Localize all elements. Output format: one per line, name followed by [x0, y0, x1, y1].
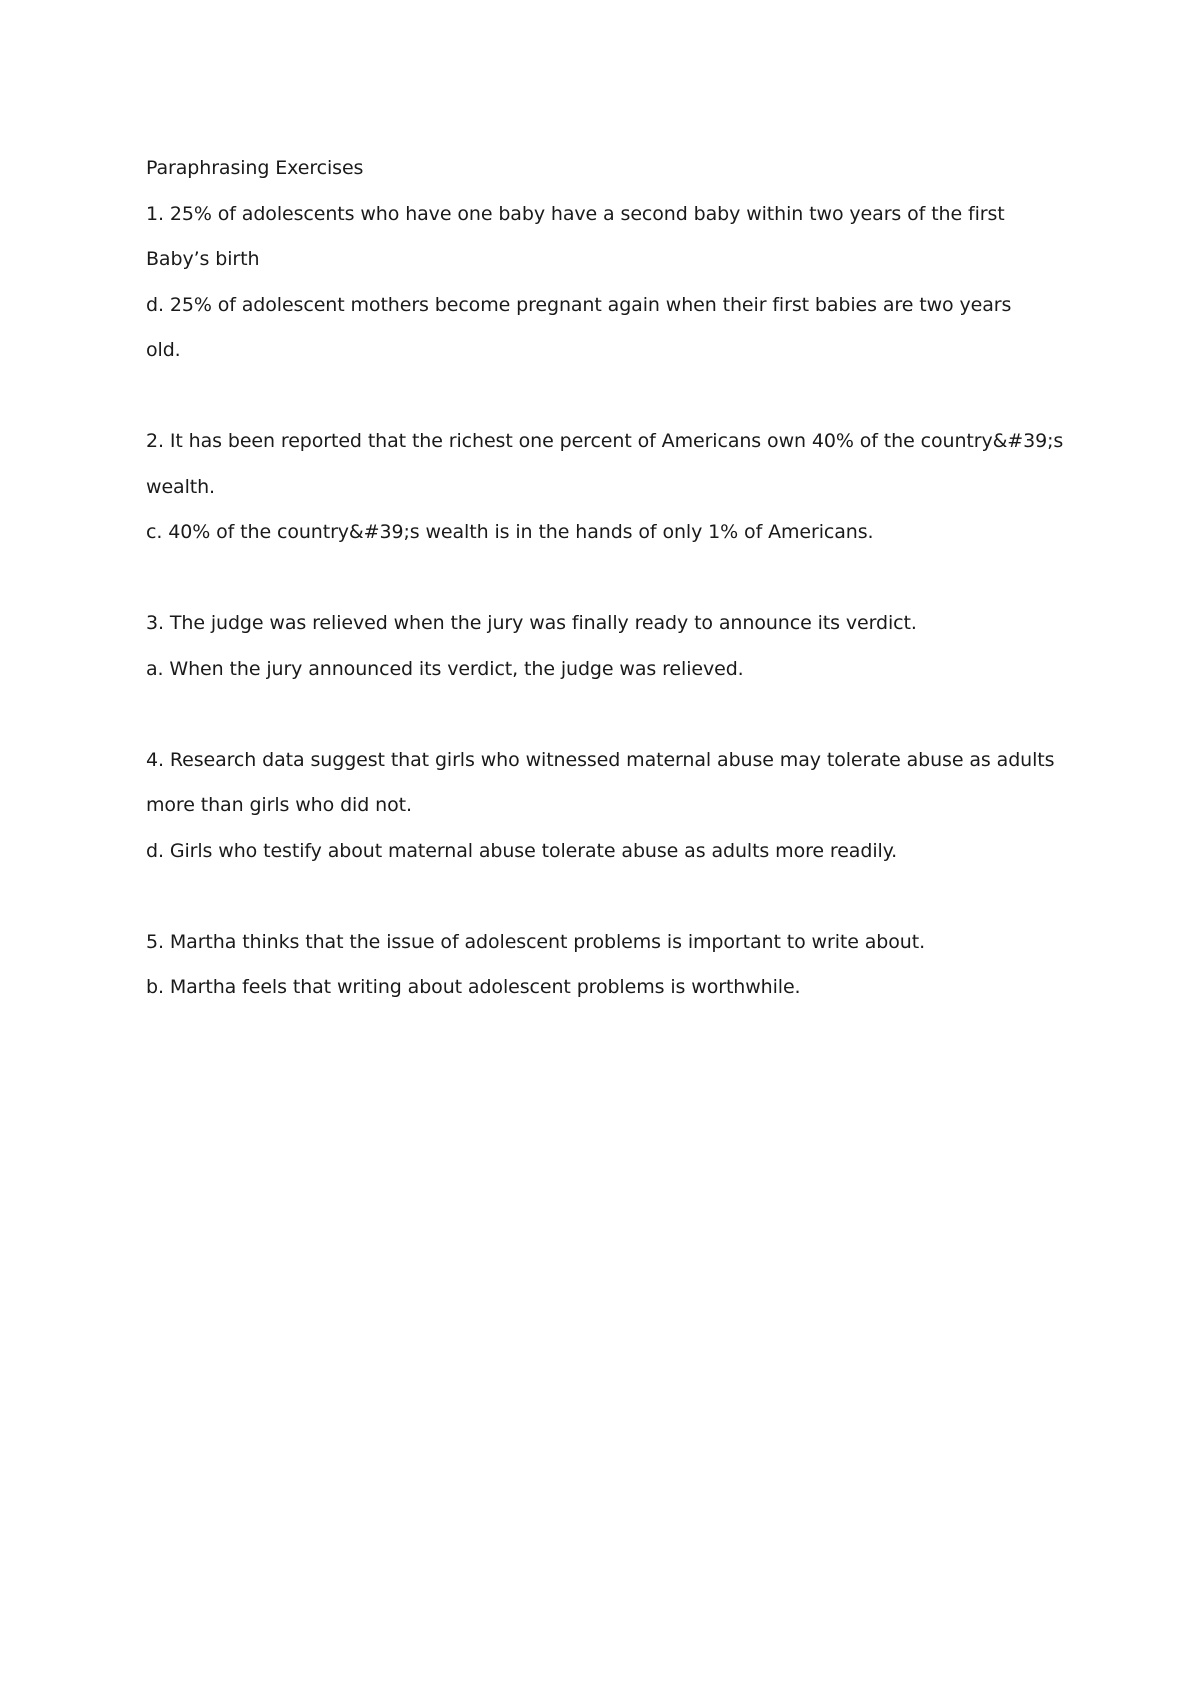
- exercise-4-question-line-2: more than girls who did not.: [146, 794, 412, 816]
- exercise-2-question-line-2: wealth.: [146, 475, 215, 498]
- exercise-4: [146, 738, 1055, 875]
- exercise-1-question-line-2: Baby’s birth: [146, 248, 260, 270]
- exercise-4-answer-line-1: d. Girls who testify about maternal abuse tolerate abuse as adults more readily.: [146, 839, 898, 862]
- paragraph-gap: [146, 692, 1046, 738]
- exercise-4-question-line-1: 4. Research data suggest that girls who witnessed maternal abuse may tolerate abuse as adults: [146, 748, 1055, 771]
- exercise-1: [146, 192, 1046, 374]
- exercise-3-question-line-1: 3. The judge was relieved when the jury was finally ready to announce its verdict.: [146, 612, 917, 634]
- exercise-1-question-line-1: 1. 25% of adolescents who have one baby have a second baby within two years of the first: [146, 202, 1005, 225]
- exercise-5-question-line-1: 5. Martha thinks that the issue of adolescent problems is important to write about.: [146, 930, 926, 953]
- document-title: Paraphrasing Exercises: [146, 157, 364, 179]
- document-body: [146, 146, 1064, 1011]
- exercise-2-answer-line-1: c. 40% of the country&#39;s wealth is in the hands of only 1% of Americans.: [146, 521, 874, 543]
- exercise-3: [146, 601, 1046, 692]
- exercise-3-answer-line-1: a. When the jury announced its verdict, the judge was relieved.: [146, 657, 744, 680]
- exercise-2: [146, 419, 1064, 556]
- paragraph-gap: [146, 874, 1046, 920]
- exercise-5: [146, 920, 1046, 1011]
- paragraph-gap: [146, 374, 1046, 420]
- exercise-1-answer-line-1: d. 25% of adolescent mothers become pregnant again when their first babies are two years: [146, 293, 1012, 316]
- exercise-2-question-line-1: 2. It has been reported that the richest one percent of Americans own 40% of the country&#39;s: [146, 430, 1064, 452]
- exercise-5-answer-line-1: b. Martha feels that writing about adolescent problems is worthwhile.: [146, 976, 801, 998]
- paragraph-gap: [146, 556, 1046, 602]
- exercise-1-answer-line-2: old.: [146, 339, 181, 361]
